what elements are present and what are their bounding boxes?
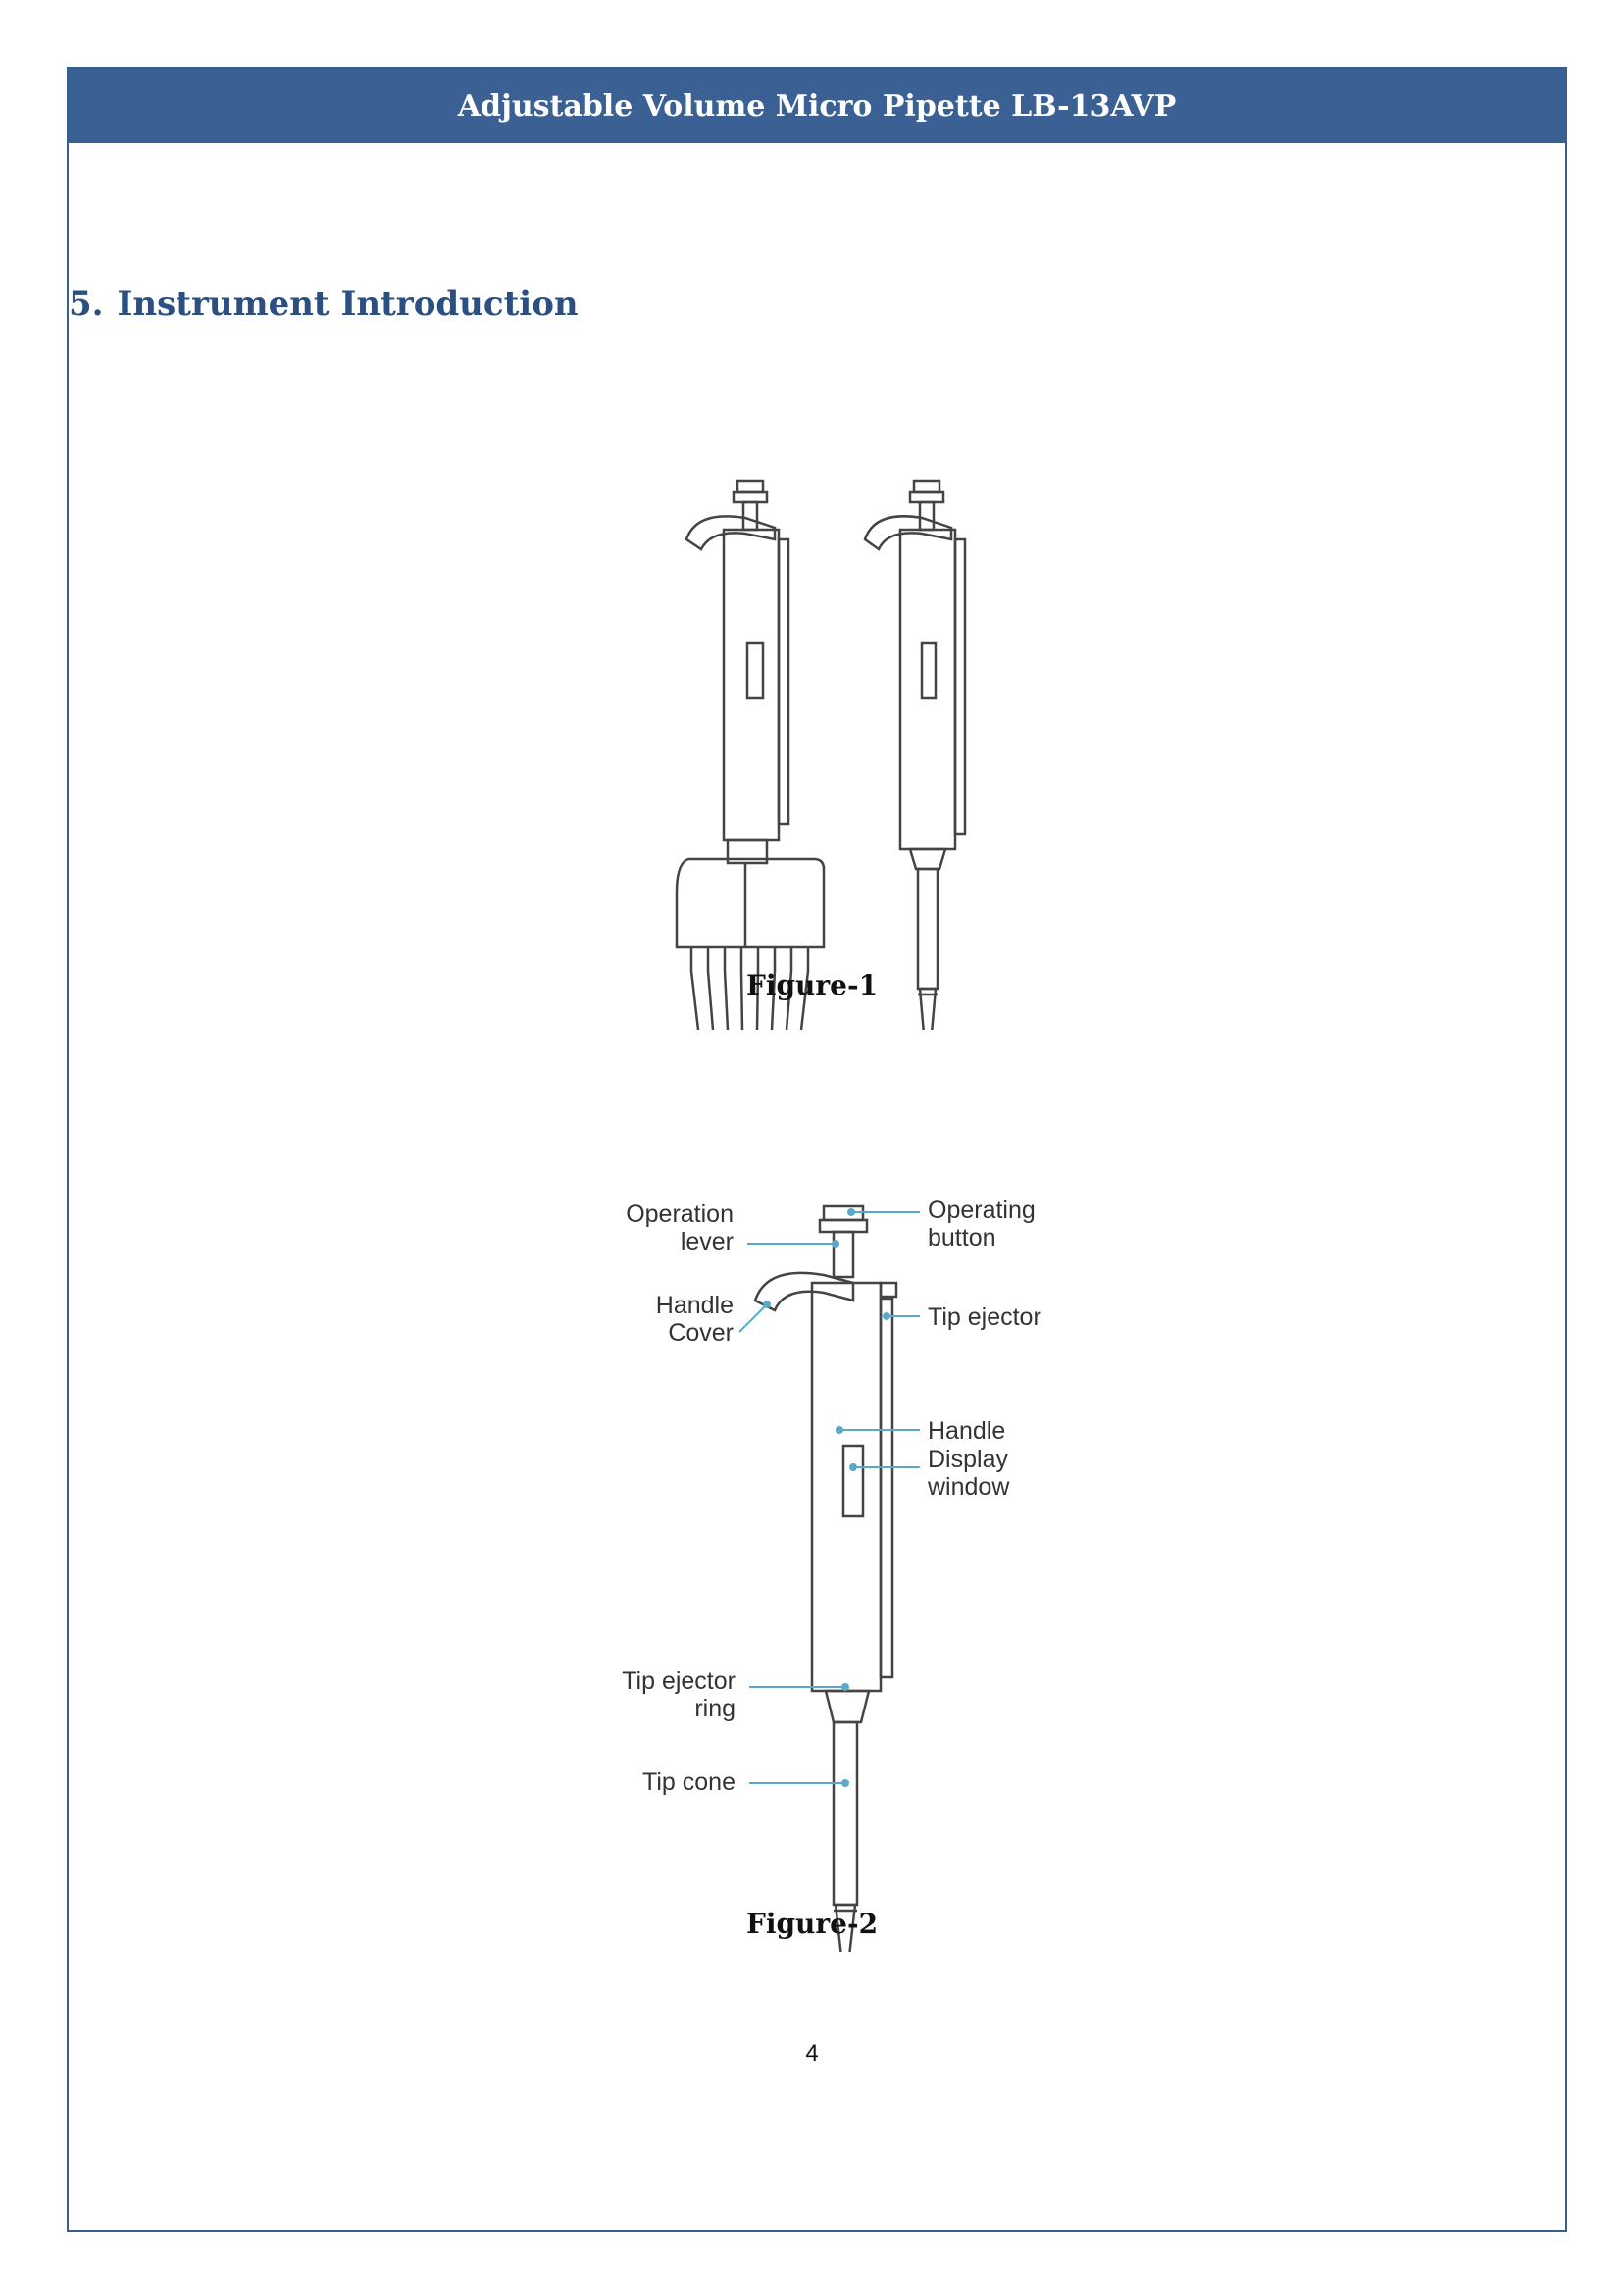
label-tip-ejector-ring-2: ring xyxy=(694,1695,736,1722)
label-operating-button-2: button xyxy=(928,1224,996,1251)
multichannel-pipette-drawing xyxy=(677,481,824,1030)
figure-1 xyxy=(0,402,1624,1030)
label-display-window-1: Display xyxy=(928,1446,1008,1473)
section-heading xyxy=(69,284,579,324)
figure-2 xyxy=(0,1108,1624,1952)
label-tip-ejector: Tip ejector xyxy=(928,1303,1041,1331)
label-tip-ejector-ring-1: Tip ejector xyxy=(622,1667,736,1695)
label-operation-lever-2: lever xyxy=(680,1228,734,1255)
figure-2-illustration xyxy=(0,1108,1624,1952)
label-handle-cover-1: Handle xyxy=(655,1292,734,1319)
section-title: Instrument Introduction xyxy=(117,284,579,324)
label-operating-button-1: Operating xyxy=(928,1197,1036,1224)
single-channel-pipette-drawing xyxy=(865,481,965,1030)
figure-2-caption: Figure-2 xyxy=(745,1908,879,1940)
label-operation-lever-1: Operation xyxy=(626,1200,734,1228)
document-title: Adjustable Volume Micro Pipette LB-13AVP xyxy=(457,88,1177,124)
labeled-pipette-drawing xyxy=(755,1206,896,1952)
label-handle: Handle xyxy=(928,1417,1006,1445)
label-handle-cover-2: Cover xyxy=(668,1319,734,1347)
page-number: 4 xyxy=(805,2040,819,2066)
pipette-part-labels xyxy=(622,1197,1041,1796)
figure-1-caption: Figure-1 xyxy=(745,969,879,1001)
header-bar xyxy=(69,69,1565,143)
figure-1-illustration xyxy=(0,402,1624,1030)
section-number: 5. xyxy=(69,284,104,324)
label-tip-cone: Tip cone xyxy=(642,1768,736,1796)
label-display-window-2: window xyxy=(928,1473,1010,1501)
